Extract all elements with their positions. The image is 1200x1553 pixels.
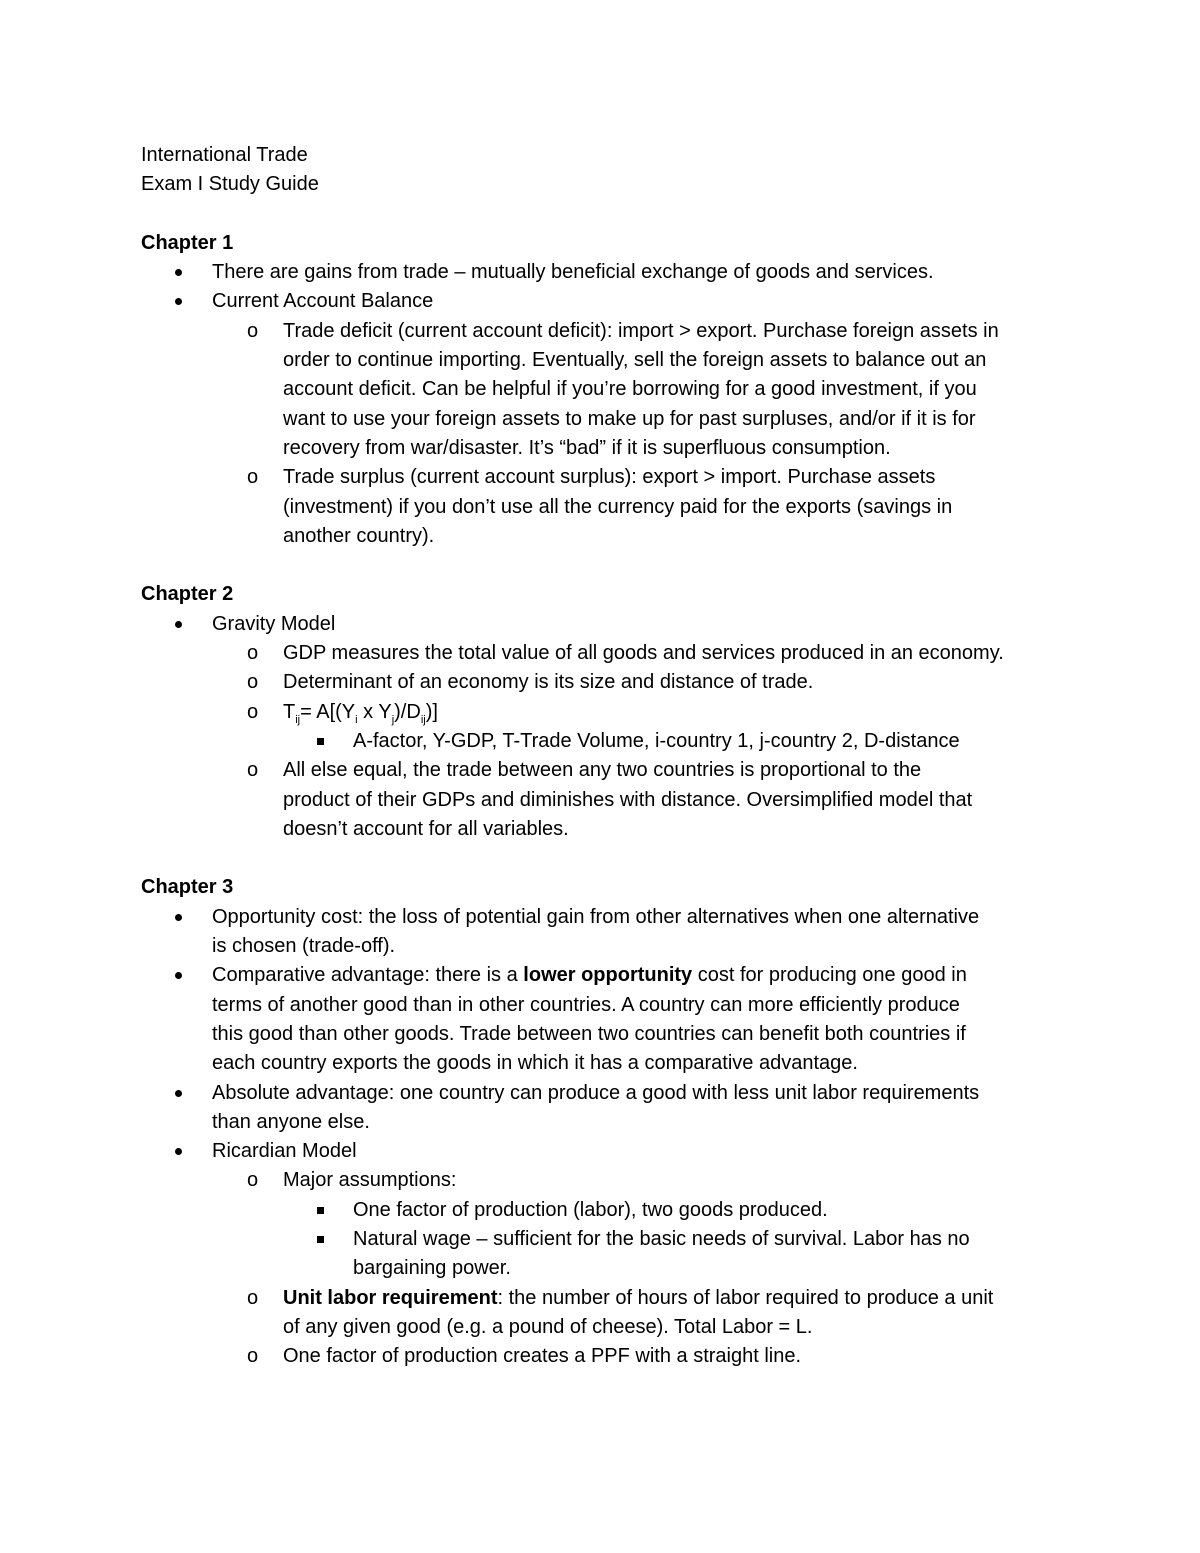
square-bullet-icon [317, 738, 324, 745]
unit-labor-text: Unit labor requirement: the number of hours of labor required to produce a unit [283, 1286, 994, 1309]
absolute-advantage-text: Absolute advantage: one country can produce a good with less unit labor requirements [212, 1081, 980, 1104]
deficit-text: account deficit. Can be helpful if you’re borrowing for a good investment, if you [283, 378, 977, 401]
ring-bullet-icon: o [247, 700, 259, 723]
list-item [141, 1342, 1061, 1371]
surplus-text: (investment) if you don’t use all the currency paid for the exports (savings in [283, 495, 953, 518]
list-item [141, 698, 1061, 727]
list-item [141, 1196, 1061, 1225]
surplus-text: Trade surplus (current account surplus): export > import. Purchase assets [283, 466, 936, 489]
natural-wage-text: Natural wage – sufficient for the basic needs of survival. Labor has no [353, 1227, 970, 1250]
list-item [141, 317, 1061, 463]
list-item [141, 1137, 1061, 1166]
list-item [141, 610, 1061, 639]
spacer [141, 551, 1061, 580]
list-item [141, 463, 1061, 551]
list-item [141, 727, 1061, 756]
deficit-text: Trade deficit (current account deficit): import > export. Purchase foreign assets in [283, 319, 999, 342]
deficit-text: want to use your foreign assets to make up for past surpluses, and/or if it is for [283, 407, 976, 430]
deficit-text: order to continue importing. Eventually, sell the foreign assets to balance out an [283, 349, 987, 372]
all-else-text: All else equal, the trade between any two countries is proportional to the [283, 759, 922, 782]
comparative-advantage-text: Comparative advantage: there is a lower opportunity cost for producing one good in [212, 964, 967, 987]
gains-text: There are gains from trade – mutually beneficial exchange of goods and services. [212, 261, 934, 284]
ring-bullet-icon: o [247, 671, 259, 694]
all-else-text: product of their GDPs and diminishes with distance. Oversimplified model that [283, 788, 973, 811]
list-item [141, 1284, 1061, 1343]
bullet-icon [175, 298, 182, 305]
ring-bullet-icon: o [247, 1169, 259, 1192]
bullet-icon [175, 972, 182, 979]
spacer [141, 200, 1061, 229]
absolute-advantage-text: than anyone else. [212, 1110, 370, 1133]
ring-bullet-icon: o [247, 1286, 259, 1309]
opportunity-cost-text: is chosen (trade-off). [212, 935, 396, 958]
ring-bullet-icon: o [247, 466, 259, 489]
list-item [141, 1166, 1061, 1195]
guide-title: Exam I Study Guide [141, 173, 319, 196]
bullet-icon [175, 914, 182, 921]
gravity-formula: $T_{ij}= A[(Y_i$ x $Y_j)/D_{ij}$)] [283, 700, 438, 726]
bullet-icon [175, 1148, 182, 1155]
chapter-2-heading: Chapter 2 [141, 583, 234, 606]
bullet-icon [175, 1090, 182, 1097]
comparative-advantage-text: terms of another good than in other countries. A country can more efficiently produce [212, 993, 960, 1016]
surplus-text: another country). [283, 524, 435, 547]
list-item [141, 756, 1061, 844]
opportunity-cost-text: Opportunity cost: the loss of potential gain from other alternatives when one alternative [212, 905, 980, 928]
list-item [141, 287, 1061, 316]
list-item [141, 258, 1061, 287]
ricardian-model-text: Ricardian Model [212, 1140, 357, 1163]
comparative-advantage-text: each country exports the goods in which it has a comparative advantage. [212, 1052, 858, 1075]
bullet-icon [175, 269, 182, 276]
list-item [141, 639, 1061, 668]
ring-bullet-icon: o [247, 319, 259, 342]
list-item [141, 668, 1061, 697]
factor-text: One factor of production (labor), two goods produced. [353, 1198, 828, 1221]
gdp-text: GDP measures the total value of all goods and services produced in an economy. [283, 642, 1004, 665]
list-item [141, 1079, 1061, 1138]
all-else-text: doesn’t account for all variables. [283, 817, 569, 840]
ring-bullet-icon: o [247, 1345, 259, 1368]
square-bullet-icon [317, 1207, 324, 1214]
spacer [141, 844, 1061, 873]
natural-wage-text: bargaining power. [353, 1257, 511, 1280]
chapter-1-heading: Chapter 1 [141, 231, 234, 254]
list-item [141, 1225, 1061, 1284]
ring-bullet-icon: o [247, 642, 259, 665]
determinant-text: Determinant of an economy is its size and distance of trade. [283, 671, 814, 694]
deficit-text: recovery from war/disaster. It’s “bad” if it is superfluous consumption. [283, 436, 891, 459]
ppf-text: One factor of production creates a PPF with a straight line. [283, 1345, 802, 1368]
ring-bullet-icon: o [247, 759, 259, 782]
formula-legend-text: A-factor, Y-GDP, T-Trade Volume, i-country 1, j-country 2, D-distance [353, 729, 960, 752]
comparative-advantage-text: this good than other goods. Trade between two countries can benefit both countries if [212, 1022, 966, 1045]
assumptions-text: Major assumptions: [283, 1169, 457, 1192]
list-item [141, 903, 1061, 962]
list-item [141, 961, 1061, 1078]
bullet-icon [175, 621, 182, 628]
current-account-text: Current Account Balance [212, 290, 434, 313]
gravity-model-text: Gravity Model [212, 612, 336, 635]
square-bullet-icon [317, 1236, 324, 1243]
document-body [141, 141, 1061, 1371]
course-title: International Trade [141, 144, 308, 166]
unit-labor-text: of any given good (e.g. a pound of cheese). Total Labor = L. [283, 1315, 813, 1338]
chapter-3-heading: Chapter 3 [141, 876, 234, 899]
